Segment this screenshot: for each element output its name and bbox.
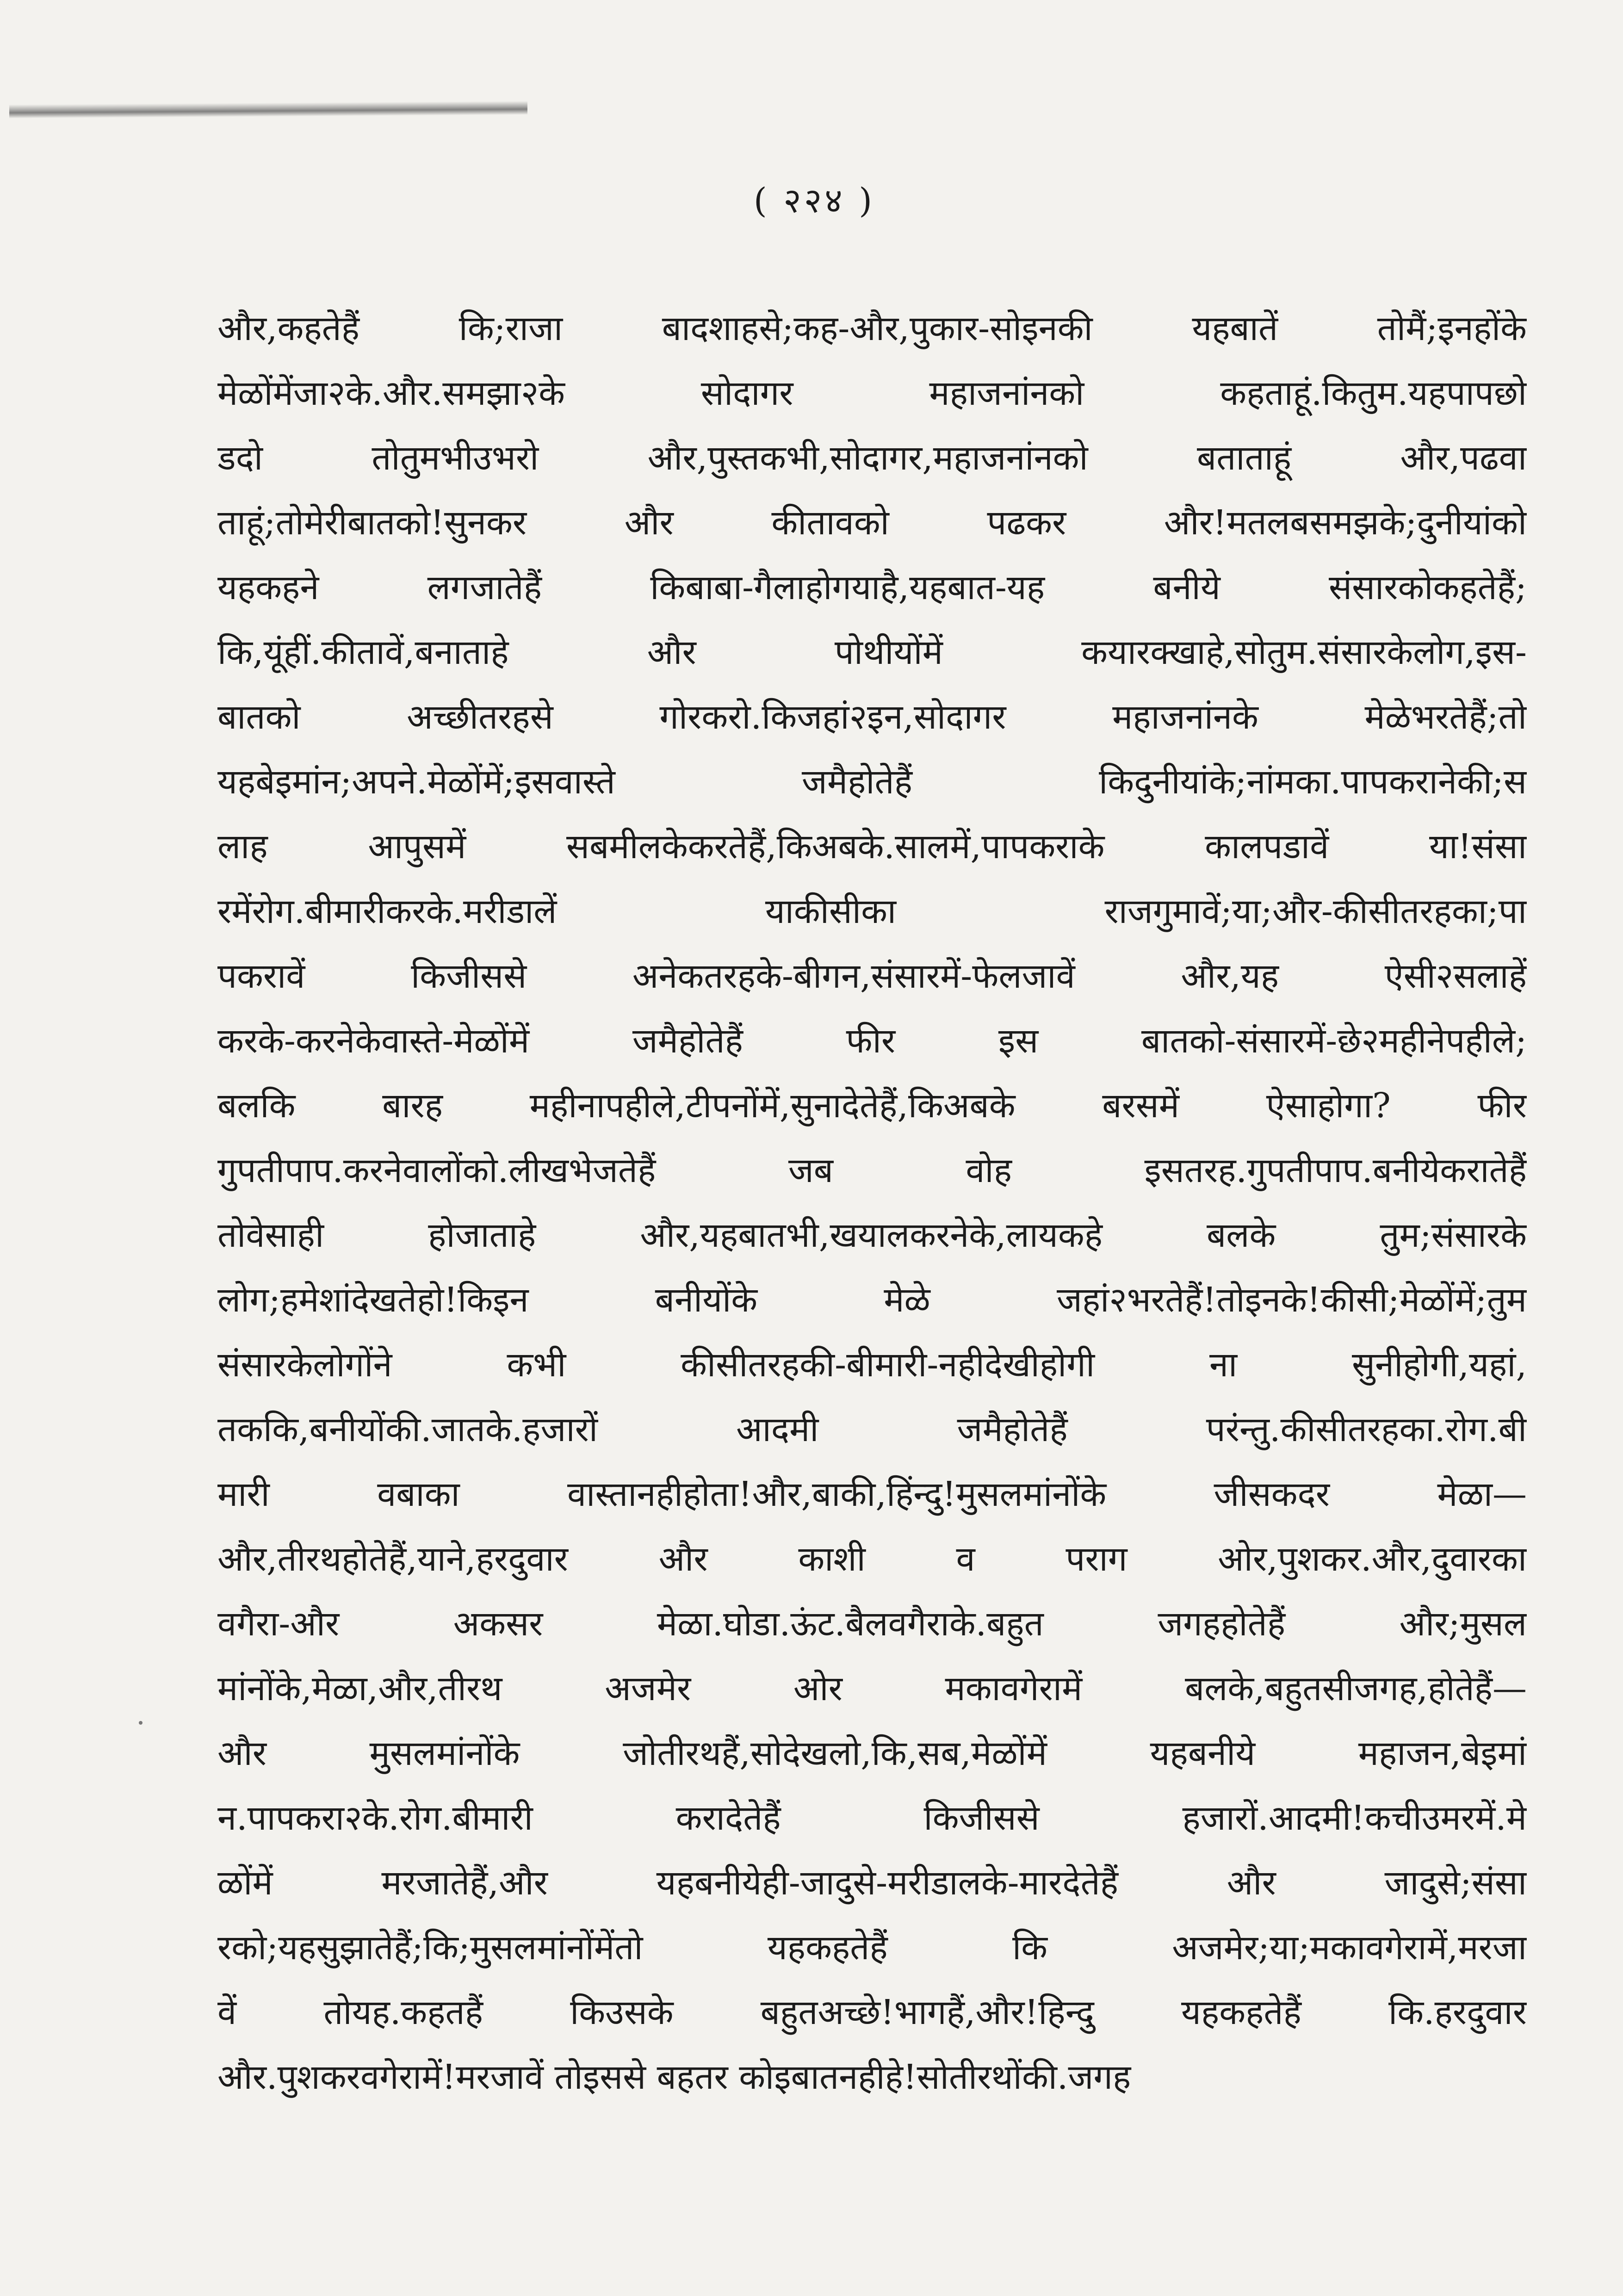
text-line: मारी वबाका वास्तानहीहोता!और,बाकी,हिंन्दु!मुसलमांनोंके जीसकदर मेळा— (217, 1474, 1527, 1514)
text-line: संसारकेलोगोंने कभी कीसीतरहकी-बीमारी-नहीदेखीहोगी ना सुनीहोगी,यहां, (217, 1345, 1527, 1385)
text-line: रको;यहसुझातेहैं;कि;मुसलमांनोंमेंतो यहकहतेहैं कि अजमेर;या;मकावगेरामें,मरजा (217, 1928, 1527, 1968)
text-line: गुपतीपाप.करनेवालोंको.लीखभेजतेहैं जब वोह इसतरह.गुपतीपाप.बनीयेकरातेहैं (217, 1151, 1527, 1190)
text-line: यहबेइमांन;अपने.मेळोंमें;इसवास्ते जमैहोतेहैं किदुनीयांके;नांमका.पापकरानेकी;स (217, 762, 1527, 802)
text-line: ताहूं;तोमेरीबातको!सुनकर और कीतावको पढकर और!मतलबसमझके;दुनीयांको (217, 503, 1527, 543)
body-text (217, 296, 1527, 2110)
text-line: और,कहतेहैं कि;राजा बादशाहसे;कह-और,पुकार-सोइनकी यहबातें तोमैं;इनहोंके (217, 309, 1527, 348)
text-line: ळोंमें मरजातेहैं,और यहबनीयेही-जादुसे-मरीडालके-मारदेतेहैं और जादुसे;संसा (217, 1863, 1527, 1903)
text-line: लोग;हमेशांदेखतेहो!किइन बनीयोंके मेळे जहां२भरतेहैं!तोइनके!कीसी;मेळोंमें;तुम (217, 1280, 1527, 1320)
text-line: और मुसलमांनोंके जोतीरथहैं,सोदेखलो,कि,सब,मेळोंमें यहबनीये महाजन,बेइमां (217, 1733, 1527, 1773)
text-line: रमेंरोग.बीमारीकरके.मरीडालें याकीसीका राजगुमावें;या;और-कीसीतरहका;पा (217, 891, 1527, 931)
text-line: और.पुशकरवगेरामें!मरजावें तोइससे बहतर कोइबातनहीहे!सोतीरथोंकी.जगह (217, 2057, 1131, 2097)
ink-speck (139, 1721, 142, 1725)
text-line: डदो तोतुमभीउभरो और,पुस्तकभी,सोदागर,महाजनांनको बताताहूं और,पढवा (217, 438, 1527, 478)
text-line: बातको अच्छीतरहसे गोरकरो.किजहां२इन,सोदागर महाजनांनके मेळेभरतेहैं;तो (217, 697, 1527, 737)
text-line: तोवेसाही होजाताहे और,यहबातभी,खयालकरनेके,लायकहे बलके तुम;संसारके (217, 1215, 1527, 1255)
text-line: यहकहने लगजातेहैं किबाबा-गैलाहोगयाहै,यहबात-यह बनीये संसारकोकहतेहैं; (217, 568, 1527, 607)
text-line: लाह आपुसमें सबमीलकेकरतेहैं,किअबके.सालमें,पापकराके कालपडावें या!संसा (217, 827, 1527, 866)
text-line: बलकि बारह महीनापहीले,टीपनोंमें,सुनादेतेहैं,किअबके बरसमें ऐसाहोगा? फीर (217, 1086, 1527, 1126)
page-number: ( २२४ ) (753, 181, 875, 221)
text-line: तककि,बनीयोंकी.जातके.हजारों आदमी जमैहोतेहैं परंन्तु.कीसीतरहका.रोग.बी (217, 1410, 1527, 1449)
text-line: मांनोंके,मेळा,और,तीरथ अजमेर ओर मकावगेरामें बलके,बहुतसीजगह,होतेहैं— (217, 1669, 1527, 1708)
text-line: करके-करनेकेवास्ते-मेळोंमें जमैहोतेहैं फीर इस बातको-संसारमें-छे२महीनेपहीले; (217, 1021, 1527, 1061)
text-line: मेळोंमेंजा२के.और.समझा२के सोदागर महाजनांनको कहताहूं.कितुम.यहपापछो (217, 373, 1527, 413)
text-line: न.पापकरा२के.रोग.बीमारी करादेतेहैं किजीससे हजारों.आदमी!कचीउमरमें.मे (217, 1798, 1527, 1838)
text-line: वें तोयह.कहतहैं किउसके बहुतअच्छे!भागहैं,और!हिन्दु यहकहतेहैं कि.हरदुवार (217, 1993, 1527, 2032)
text-line: वगैरा-और अकसर मेळा.घोडा.ऊंट.बैलवगैराके.बहुत जगहहोतेहैं और;मुसल (217, 1604, 1527, 1644)
text-line: कि,यूंहीं.कीतावें,बनाताहे और पोथीयोंमें कयारक्खाहे,सोतुम.संसारकेलोग,इस- (217, 632, 1527, 672)
text-line: और,तीरथहोतेहैं,याने,हरदुवार और काशी व पराग ओर,पुशकर.और,दुवारका (217, 1539, 1527, 1579)
text-line: पकरावें किजीससे अनेकतरहके-बीगन,संसारमें-फेलजावें और,यह ऐसी२सलाहें (217, 956, 1527, 996)
scan-edge-mark (9, 101, 527, 118)
